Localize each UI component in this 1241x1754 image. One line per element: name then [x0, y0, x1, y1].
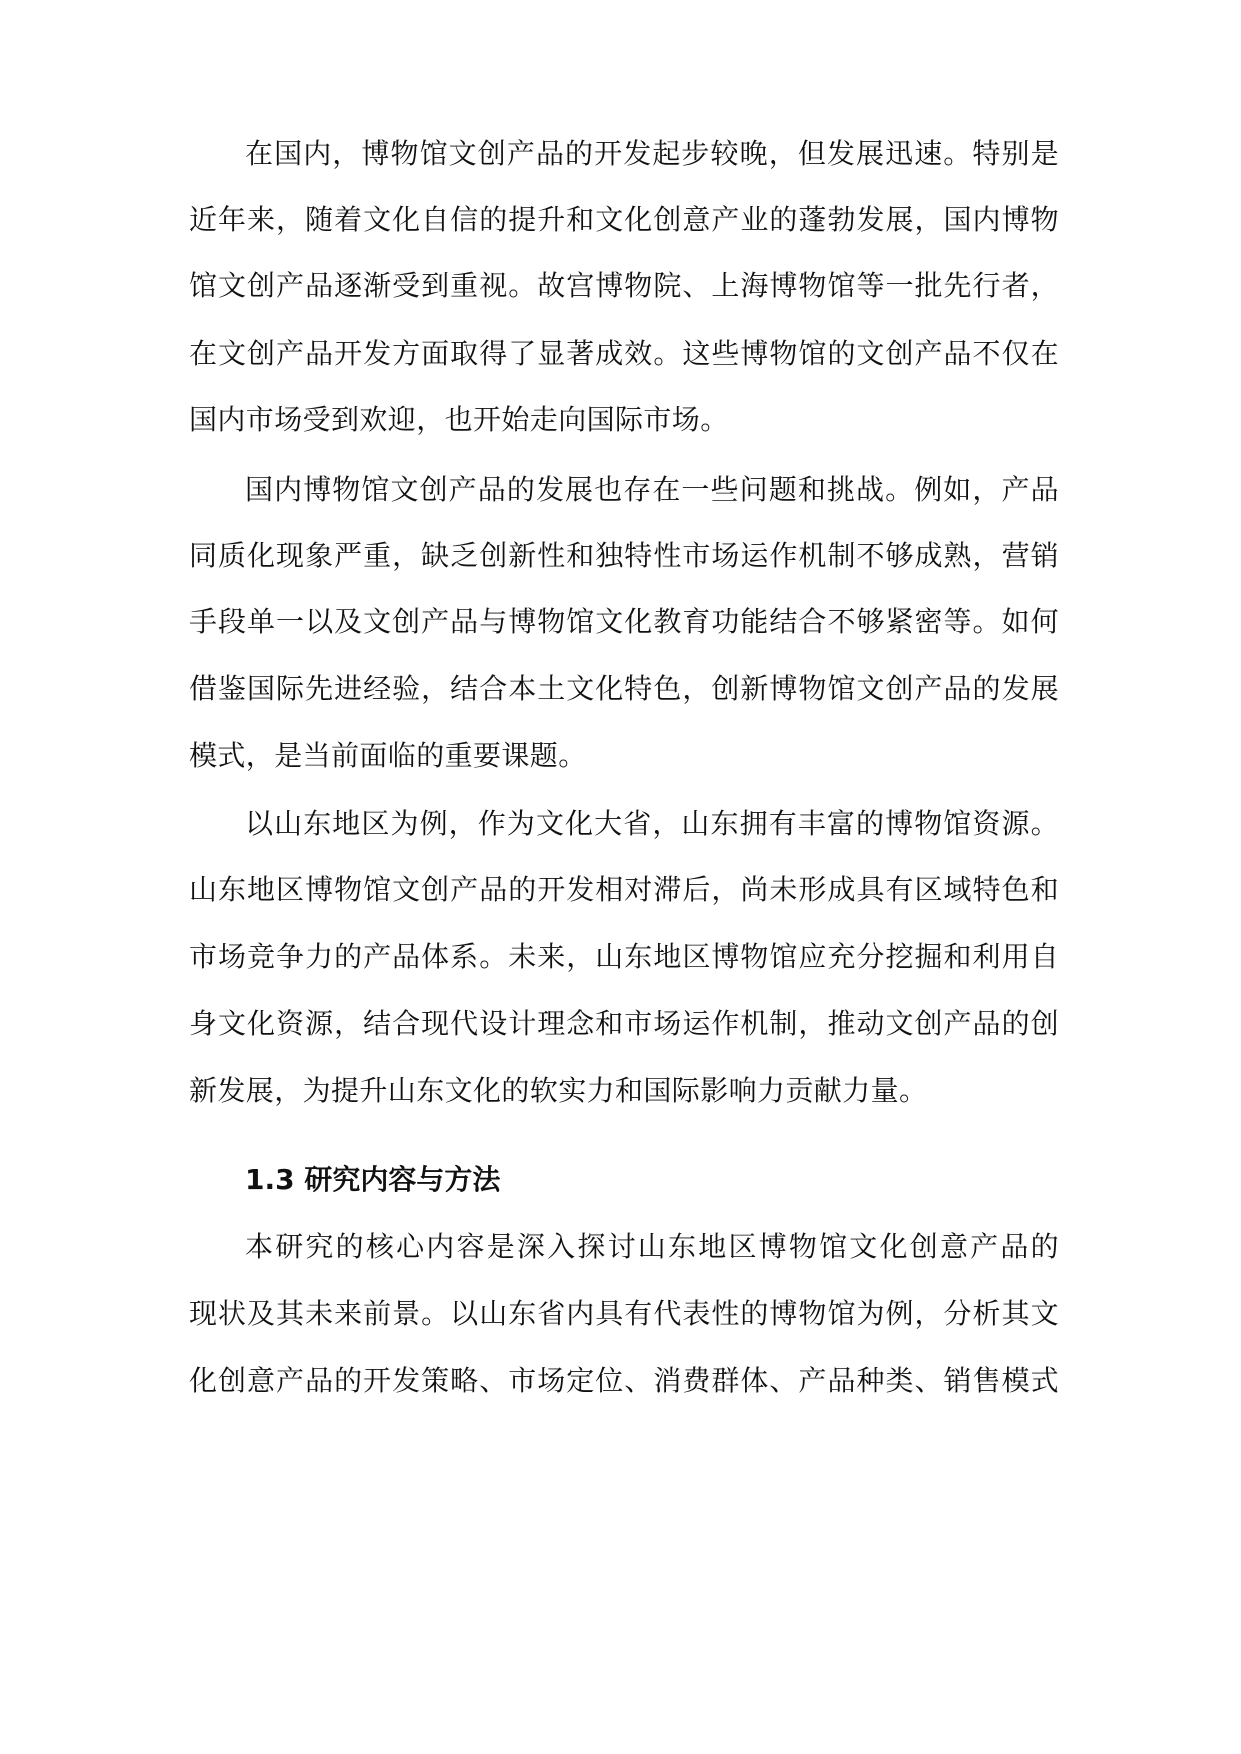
paragraph-3-line-1: 以山东地区为例，作为文化大省，山东拥有丰富的博物馆资源。 — [245, 807, 1059, 840]
section-heading: 1.3 研究内容与方法 — [245, 1163, 501, 1196]
paragraph-1-line-3: 馆文创产品逐渐受到重视。故宫博物院、上海博物馆等一批先行者， — [189, 269, 1059, 302]
paragraph-2-line-5: 模式，是当前面临的重要课题。 — [189, 739, 587, 772]
paragraph-1-line-1: 在国内，博物馆文创产品的开发起步较晚，但发展迅速。特别是 — [245, 137, 1059, 170]
paragraph-2-line-1: 国内博物馆文创产品的发展也存在一些问题和挑战。例如，产品 — [245, 473, 1059, 506]
paragraph-3-line-5: 新发展，为提升山东文化的软实力和国际影响力贡献力量。 — [189, 1074, 928, 1107]
section-paragraph-line-3: 化创意产品的开发策略、市场定位、消费群体、产品种类、销售模式 — [189, 1364, 1059, 1397]
paragraph-2-line-3: 手段单一以及文创产品与博物馆文化教育功能结合不够紧密等。如何 — [189, 605, 1059, 638]
section-paragraph-line-1: 本研究的核心内容是深入探讨山东地区博物馆文化创意产品的 — [245, 1230, 1059, 1263]
paragraph-3-line-2: 山东地区博物馆文创产品的开发相对滞后，尚未形成具有区域特色和 — [189, 873, 1059, 906]
paragraph-2-line-4: 借鉴国际先进经验，结合本土文化特色，创新博物馆文创产品的发展 — [189, 672, 1059, 705]
paragraph-3-line-3: 市场竞争力的产品体系。未来，山东地区博物馆应充分挖掘和利用自 — [189, 940, 1059, 973]
paragraph-3-line-4: 身文化资源，结合现代设计理念和市场运作机制，推动文创产品的创 — [189, 1007, 1059, 1040]
paragraph-2-line-2: 同质化现象严重，缺乏创新性和独特性市场运作机制不够成熟，营销 — [189, 539, 1059, 572]
paragraph-1-line-4: 在文创产品开发方面取得了显著成效。这些博物馆的文创产品不仅在 — [189, 337, 1059, 370]
paragraph-1-line-5: 国内市场受到欢迎，也开始走向国际市场。 — [189, 403, 729, 436]
section-paragraph-line-2: 现状及其未来前景。以山东省内具有代表性的博物馆为例，分析其文 — [189, 1297, 1059, 1330]
paragraph-1-line-2: 近年来，随着文化自信的提升和文化创意产业的蓬勃发展，国内博物 — [189, 203, 1059, 236]
